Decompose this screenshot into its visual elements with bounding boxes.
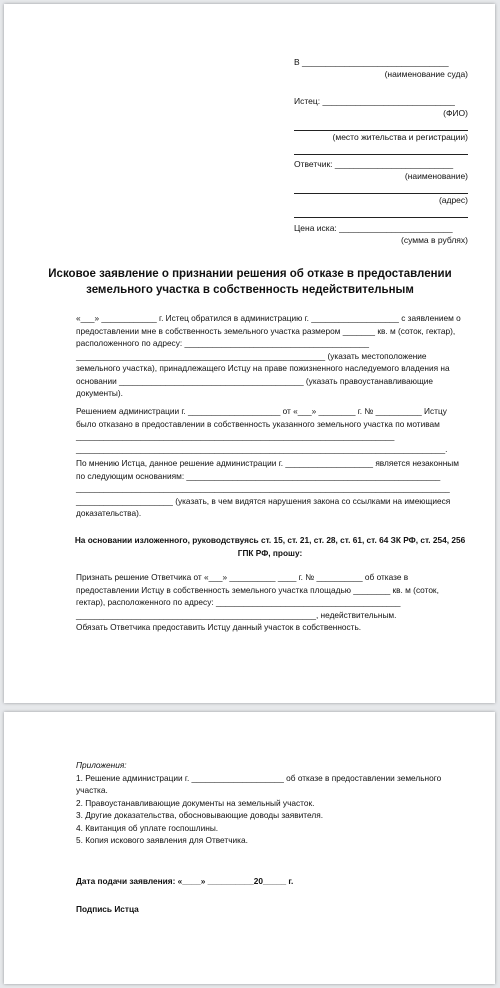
- court-hint: (наименование суда): [384, 69, 468, 79]
- request-1-text: Признать решение Ответчика от «___» __________ ____ г. № __________ об отказе в предоставлении Истцу в собственность земельного участка площадью ________ кв. м (соток, гектар), расположенного по адресу: ________________________________________ ____________________________________________________, недействительным.: [76, 572, 439, 620]
- document-page-1: [4, 4, 495, 703]
- paragraph-1: [76, 312, 462, 400]
- defendant-extra-rule: [294, 208, 468, 218]
- signature-label: Подпись Истца: [76, 904, 139, 914]
- appendix-item: 3. Другие доказательства, обосновывающие доводы заявителя.: [76, 810, 323, 820]
- appendix-item: 1. Решение администрации г. ____________________ об отказе в предоставлении земельного участка.: [76, 772, 442, 795]
- paragraph-1-text: «___» ____________ г. Истец обратился в администрацию г. ___________________ с заявлением о предоставлении мне в собственность земельного участка размером _______ кв. м (соток, гектар), расположенного по адресу: ________________________________________ ______________________________________________________ (указать местоположение земельного участка), принадлежащего Истцу на праве пожизненного наследуемого владения на основании ________________________________________ (указать правоустанавливающие документы).: [76, 313, 461, 398]
- appendix-block: [76, 759, 462, 847]
- plaintiff-block: [294, 95, 468, 155]
- defendant-block: [294, 158, 468, 218]
- request-2-text: Обязать Ответчика предоставить Истцу данный участок в собственность.: [76, 622, 362, 632]
- request-block: [76, 571, 462, 634]
- appendix-item: 5. Копия искового заявления для Ответчика.: [76, 835, 248, 845]
- basis-statement: На основании изложенного, руководствуясь ст. 15, ст. 21, ст. 28, ст. 61, ст. 64 ЗК РФ, ст. 254, 256 ГПК РФ, прошу:: [74, 535, 466, 558]
- address-hint: (место жительства и регистрации): [332, 132, 468, 142]
- defendant-line: Ответчик: _________________________: [294, 159, 454, 169]
- paragraph-2: [76, 405, 462, 455]
- filing-date-line: Дата подачи заявления: «____» __________20_____ г.: [76, 876, 294, 886]
- plaintiff-line: Истец: ____________________________: [294, 96, 455, 106]
- court-block: [294, 56, 468, 80]
- name-hint: (наименование): [404, 171, 468, 181]
- addr-hint: (адрес): [438, 195, 468, 205]
- appendix-item: 4. Квитанция об уплате госпошлины.: [76, 822, 219, 833]
- appendix-item: 2. Правоустанавливающие документы на земельный участок.: [76, 797, 315, 808]
- fio-hint: (ФИО): [443, 108, 468, 118]
- paragraph-3-text: По мнению Истца, данное решение администрации г. ___________________ является незаконным по следующим основаниям: _______________________________________________________ _________________________________________________________________________________ _____________________ (указать, в чем видятся нарушения закона со ссылками на имеющиеся доказательства).: [76, 458, 459, 518]
- paragraph-2-text: Решением администрации г. ____________________ от «___» ________ г. № __________ Истцу было отказано в предоставлении в собственность указанного земельного участка по мотивам _____________________________________________________________________ ________________________________________________________________________________.: [76, 406, 448, 454]
- document-title: Исковое заявление о признании решения об отказе в предоставлении земельного участка в собственность недействительным: [48, 268, 452, 296]
- document-page-2: [4, 712, 495, 984]
- court-line: В _______________________________: [294, 57, 449, 67]
- appendix-heading: Приложения:: [76, 760, 127, 770]
- paragraph-3: [76, 457, 462, 520]
- price-line: Цена иска: ________________________: [294, 223, 453, 233]
- defendant-address-rule: [294, 184, 468, 194]
- price-block: [294, 222, 468, 246]
- plaintiff-extra-rule: [294, 145, 468, 155]
- plaintiff-address-rule: [294, 121, 468, 131]
- price-hint: (сумма в рублях): [401, 235, 468, 245]
